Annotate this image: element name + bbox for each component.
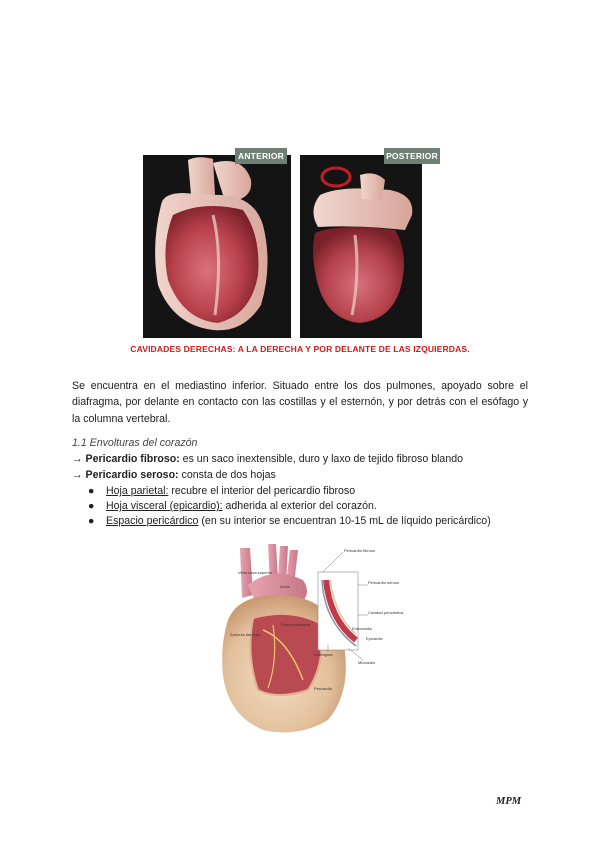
bullet-text: recubre el interior del pericardio fibroso: [168, 485, 356, 497]
label-vena-cava: Vena cava superior: [238, 570, 273, 575]
bullet-icon: ●: [88, 515, 95, 527]
anterior-heart-image: [143, 155, 291, 338]
bullet-term: Hoja parietal:: [106, 485, 169, 497]
bullet-icon: ●: [88, 485, 95, 497]
label-diafragma: Diafragma: [314, 652, 333, 657]
pericardium-illustration: [218, 540, 404, 738]
item-pericardio-seroso: [72, 469, 276, 481]
posterior-heart-image: [300, 155, 422, 338]
label-cavidad-pericardica: Cavidad pericárdica: [368, 610, 404, 615]
posterior-heart-drawing: [300, 155, 422, 338]
label-pericardio-fibroso: Pericardio fibroso: [344, 548, 376, 553]
intro-paragraph: Se encuentra en el mediastino inferior. Situado entre los dos pulmones, apoyado sobre el diafragma, por delante en contacto con las costillas y el esternón, y por detrás con el esófago y la columna vertebral.: [72, 380, 528, 425]
item-term: Pericardio fibroso:: [85, 453, 180, 465]
bullet-hoja-visceral: [88, 500, 377, 512]
label-pericardio-seroso: Pericardio seroso: [368, 580, 400, 585]
footer-initials: MPM: [496, 796, 522, 807]
label-epicardio: Epicardio: [366, 636, 383, 641]
item-pericardio-fibroso: [72, 453, 463, 465]
label-miocardio: Miocardio: [358, 660, 376, 665]
bullet-text: (en su interior se encuentran 10-15 mL de líquido pericárdico): [198, 515, 491, 527]
bullet-text: adherida al exterior del corazón.: [222, 500, 377, 512]
anterior-heart-drawing: [143, 155, 291, 338]
bullet-term: Espacio pericárdico: [106, 515, 199, 527]
label-aorta: Aorta: [280, 584, 290, 589]
bullet-term: Hoja visceral (epicardio):: [106, 500, 223, 512]
bullet-icon: ●: [88, 500, 95, 512]
figure-caption: CAVIDADES DERECHAS: A LA DERECHA Y POR DELANTE DE LAS IZQUIERDAS.: [130, 344, 470, 354]
item-text: consta de dos hojas: [178, 469, 276, 481]
label-pericardio: Pericardio: [314, 686, 333, 691]
bullet-hoja-parietal: [88, 485, 355, 497]
arrow-icon: →: [72, 469, 83, 481]
arrow-icon: →: [72, 453, 83, 465]
bullet-espacio-pericardico: [88, 515, 491, 527]
section-title: 1.1 Envolturas del corazón: [72, 437, 198, 449]
label-auricula-derecha: Aurícula derecha: [230, 632, 261, 637]
posterior-label: POSTERIOR: [384, 148, 440, 164]
label-endocardio: Endocardio: [352, 626, 373, 631]
item-text: es un saco inextensible, duro y laxo de tejido fibroso blando: [179, 453, 464, 465]
anterior-label: ANTERIOR: [235, 148, 287, 164]
item-term: Pericardio seroso:: [85, 469, 179, 481]
label-tronco-pulmonar: Tronco pulmonar: [280, 622, 311, 627]
